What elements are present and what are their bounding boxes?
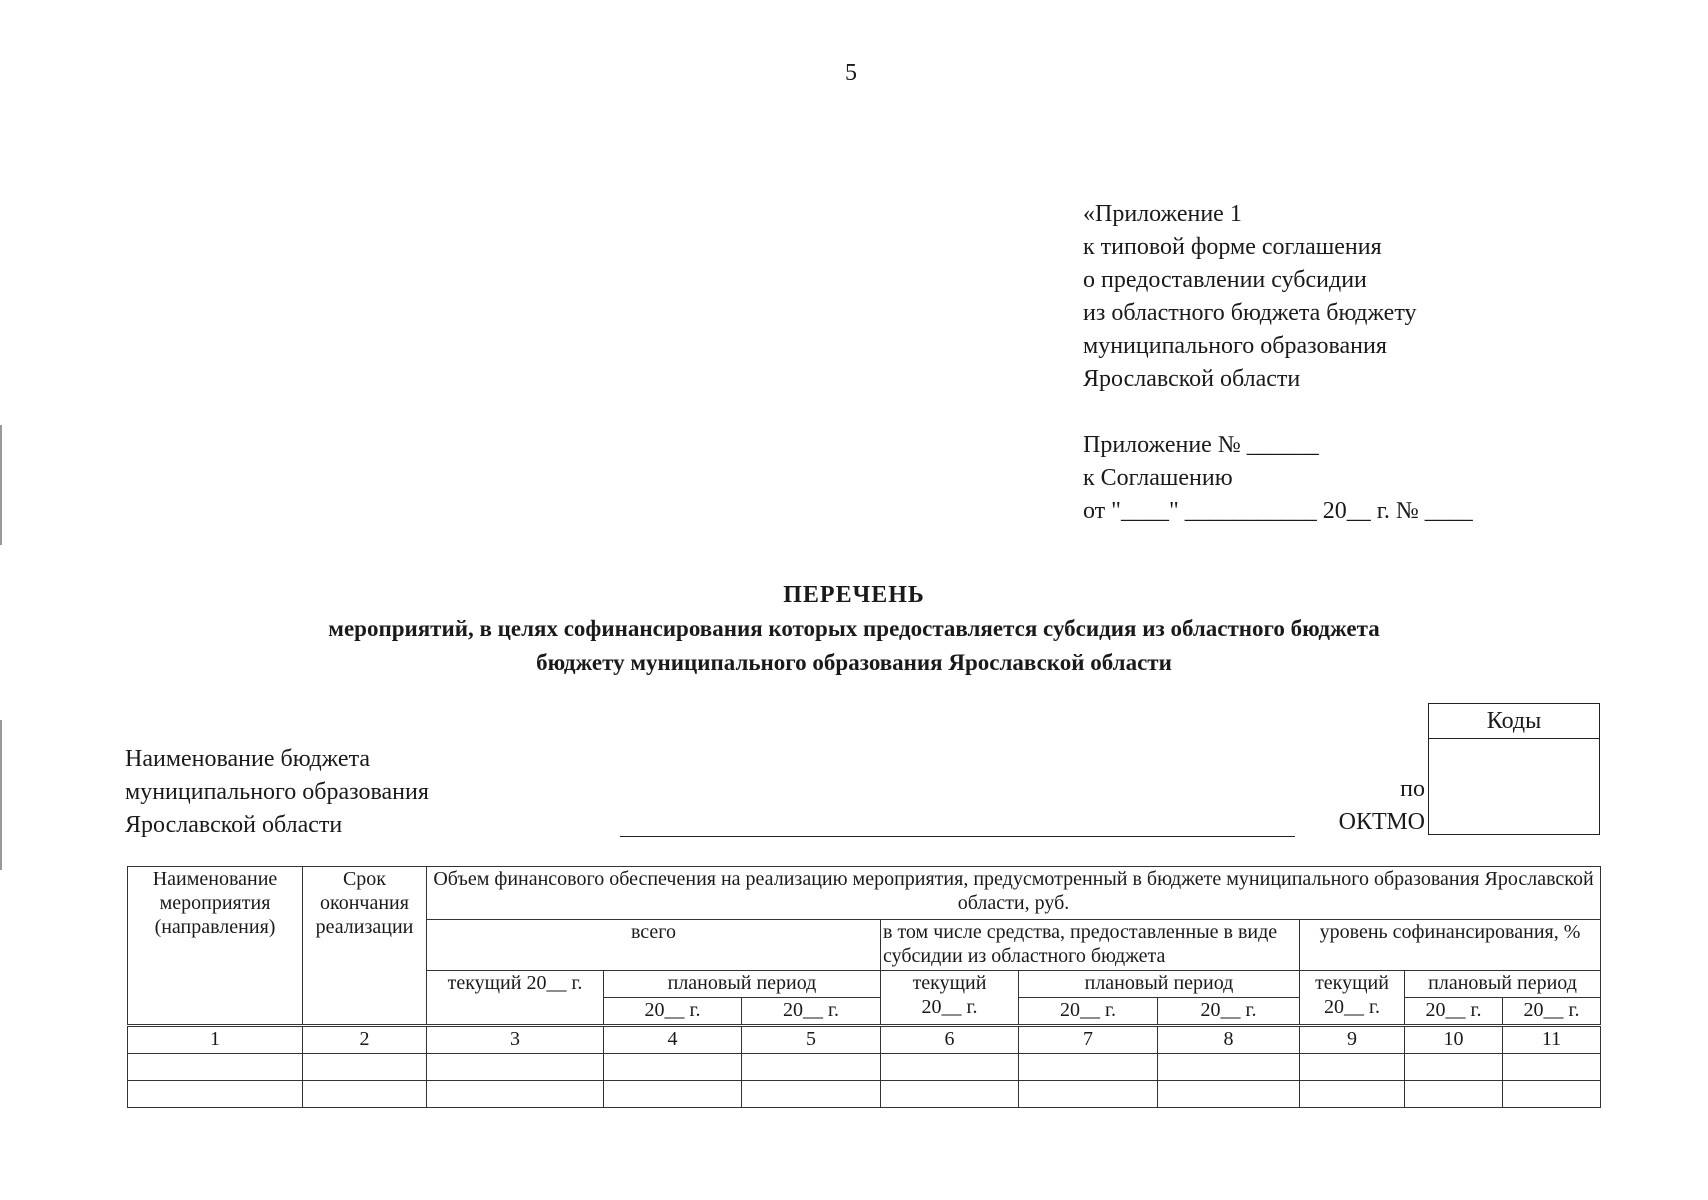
header-subsidy-current-label: текущий	[912, 972, 987, 994]
header-year-cell: 20__ г.	[1405, 998, 1503, 1026]
title-sub-line: бюджету муниципального образования Ярославской области	[536, 650, 1172, 675]
empty-cell	[1405, 1054, 1503, 1081]
header-level-current-year: 20__ г.	[1324, 996, 1380, 1018]
annex-line: Ярославской области	[1083, 366, 1301, 392]
annex-line: от "____" ___________ 20__ г. № ____	[1083, 498, 1473, 524]
header-level-current	[1300, 971, 1405, 1026]
budget-label-line: Наименование бюджета	[125, 746, 371, 772]
budget-name-label	[125, 743, 429, 842]
empty-cell	[128, 1054, 303, 1081]
annex-line: о предоставлении субсидии	[1083, 267, 1367, 293]
header-subsidy-current	[881, 971, 1019, 1026]
budget-name-fill-line	[620, 836, 1295, 837]
codes-header: Коды	[1429, 704, 1599, 739]
column-number: 7	[1019, 1026, 1158, 1054]
annex-line: к Соглашению	[1083, 465, 1233, 491]
annex-block	[1083, 198, 1473, 528]
column-number: 6	[881, 1026, 1019, 1054]
codes-box	[1428, 703, 1600, 835]
header-year-cell: 20__ г.	[604, 998, 742, 1026]
oktmo-label-line: ОКТМО	[1338, 809, 1425, 835]
column-number: 11	[1503, 1026, 1601, 1054]
header-year-cell: 20__ г.	[1503, 998, 1601, 1026]
column-number: 1	[128, 1026, 303, 1054]
empty-cell	[1019, 1054, 1158, 1081]
empty-cell	[1405, 1081, 1503, 1108]
title-main: ПЕРЕЧЕНЬ	[783, 582, 925, 608]
annex-gap	[1083, 396, 1473, 429]
empty-cell	[742, 1081, 881, 1108]
page-number: 5	[845, 60, 857, 86]
header-level-current-label: текущий	[1315, 972, 1389, 994]
empty-cell	[128, 1081, 303, 1108]
header-year-cell: 20__ г.	[742, 998, 881, 1026]
header-cofinancing-level: уровень софинансирования, %	[1300, 920, 1601, 971]
column-number: 10	[1405, 1026, 1503, 1054]
empty-cell	[1158, 1081, 1300, 1108]
oktmo-label	[1310, 773, 1425, 839]
annex-line: к типовой форме соглашения	[1083, 234, 1382, 260]
events-table	[127, 866, 1601, 1108]
empty-cell	[1300, 1081, 1405, 1108]
empty-cell	[742, 1054, 881, 1081]
empty-cell	[303, 1081, 427, 1108]
annex-line: муниципального образования	[1083, 333, 1387, 359]
empty-cell	[604, 1054, 742, 1081]
empty-cell	[1503, 1054, 1601, 1081]
column-number: 5	[742, 1026, 881, 1054]
scan-edge-mark	[0, 720, 2, 870]
column-number: 2	[303, 1026, 427, 1054]
empty-cell	[1158, 1054, 1300, 1081]
table-row	[128, 1054, 1601, 1081]
column-number: 3	[427, 1026, 604, 1054]
header-total-current-year: текущий 20__ г.	[427, 971, 604, 1026]
empty-cell	[427, 1054, 604, 1081]
annex-line: Приложение № ______	[1083, 432, 1319, 458]
empty-cell	[881, 1081, 1019, 1108]
header-event-name: Наименование мероприятия (направления)	[128, 867, 303, 1026]
empty-cell	[604, 1081, 742, 1108]
header-subsidy: в том числе средства, предоставленные в виде субсидии из областного бюджета	[881, 920, 1300, 971]
header-total-planned-period: плановый период	[604, 971, 881, 998]
header-subsidy-planned-period: плановый период	[1019, 971, 1300, 998]
empty-cell	[427, 1081, 604, 1108]
header-financing-volume: Объем финансового обеспечения на реализацию мероприятия, предусмотренный в бюджете муниципального образования Ярославской области, руб.	[427, 867, 1601, 920]
title-sub-line: мероприятий, в целях софинансирования которых предоставляется субсидия из областного бюджета	[328, 616, 1380, 641]
scan-edge-mark	[0, 425, 2, 545]
table-row	[128, 1081, 1601, 1108]
annex-line: «Приложение 1	[1083, 201, 1242, 227]
header-year-cell: 20__ г.	[1019, 998, 1158, 1026]
empty-cell	[1503, 1081, 1601, 1108]
column-number: 4	[604, 1026, 742, 1054]
budget-label-line: Ярославской области	[125, 812, 343, 838]
header-deadline: Срок окончания реализации	[303, 867, 427, 1026]
header-subsidy-current-year: 20__ г.	[921, 996, 978, 1018]
header-level-planned-period: плановый период	[1405, 971, 1601, 998]
header-year-cell: 20__ г.	[1158, 998, 1300, 1026]
annex-line: из областного бюджета бюджету	[1083, 300, 1417, 326]
empty-cell	[1019, 1081, 1158, 1108]
budget-label-line: муниципального образования	[125, 779, 429, 805]
empty-cell	[881, 1054, 1019, 1081]
header-total: всего	[427, 920, 881, 971]
column-number: 8	[1158, 1026, 1300, 1054]
empty-cell	[303, 1054, 427, 1081]
document-title	[0, 578, 1708, 680]
empty-cell	[1300, 1054, 1405, 1081]
oktmo-label-line: по	[1400, 776, 1425, 802]
column-number: 9	[1300, 1026, 1405, 1054]
